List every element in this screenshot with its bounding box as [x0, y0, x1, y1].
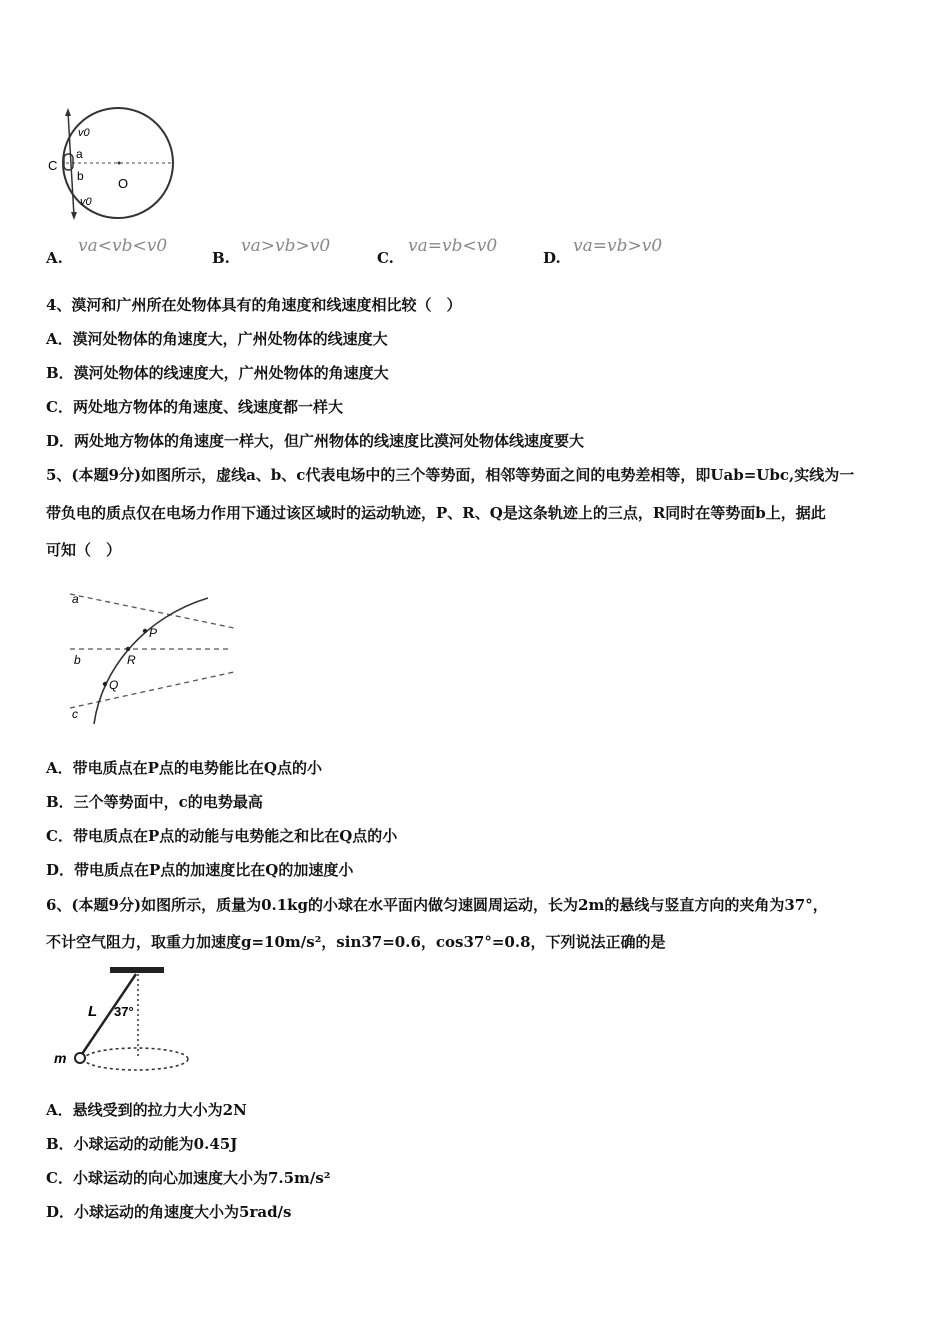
q3-center-dot: [118, 162, 121, 165]
q3-label-v0-bottom: v0: [80, 196, 92, 208]
q5-figure: [68, 586, 240, 728]
q6-orbit: [84, 1048, 188, 1070]
q5-option-d[interactable]: D．带电质点在P点的加速度比在Q的加速度小: [46, 861, 354, 879]
q5-equipotential-c: [70, 672, 234, 708]
q3-figure: [44, 104, 184, 226]
q5-point-R: [126, 647, 130, 651]
q5-stem-line3: 可知（ ）: [46, 541, 122, 559]
q5-label-R: R: [127, 653, 136, 667]
q3-option-d-expr: va=vb>v0: [573, 236, 663, 256]
q5-label-P: P: [149, 626, 158, 640]
q6-label-m: m: [54, 1050, 67, 1066]
q6-label-L: L: [88, 1003, 98, 1020]
q3-label-C: C: [48, 158, 58, 173]
q3-arrow-down: [71, 212, 77, 220]
q5-label-a: a: [72, 592, 79, 606]
q6-option-b[interactable]: B．小球运动的动能为0.45J: [46, 1135, 238, 1153]
q5-stem-line2: 带负电的质点仅在电场力作用下通过该区域时的运动轨迹，P、R、Q是这条轨迹上的三点，R同时在等势面b上，据此: [46, 504, 826, 522]
q3-label-O: O: [118, 176, 129, 191]
q3-label-b: b: [77, 169, 84, 183]
q6-option-a[interactable]: A．悬线受到的拉力大小为2N: [46, 1101, 247, 1119]
q5-label-b: b: [74, 653, 81, 667]
q5-stem-line1: 5、(本题9分)如图所示，虚线a、b、c代表电场中的三个等势面，相邻等势面之间的电势差相等，即Uab=Ubc,实线为一: [46, 466, 855, 484]
q6-figure: [52, 964, 194, 1076]
q5-label-Q: Q: [109, 678, 119, 692]
q5-option-b[interactable]: B．三个等势面中，c的电势最高: [46, 793, 263, 811]
q3-option-d-letter[interactable]: D.: [543, 249, 561, 267]
q5-label-c: c: [72, 707, 78, 721]
q5-option-c[interactable]: C．带电质点在P点的动能与电势能之和比在Q点的小: [46, 827, 398, 845]
q3-label-v0-top: v0: [78, 127, 90, 139]
q3-option-c-expr: va=vb<v0: [408, 236, 498, 256]
q5-equipotential-a: [70, 594, 234, 628]
q6-ball: [75, 1053, 85, 1063]
q6-option-c[interactable]: C．小球运动的向心加速度大小为7.5m/s²: [46, 1169, 331, 1187]
q3-option-c-letter[interactable]: C.: [377, 249, 394, 267]
q6-ceiling: [110, 967, 164, 973]
q6-label-angle: 37°: [114, 1004, 134, 1019]
q3-option-b-letter[interactable]: B.: [212, 249, 230, 267]
q5-trajectory: [94, 598, 208, 724]
q6-stem-line2: 不计空气阻力，取重力加速度g=10m/s²，sin37=0.6，cos37°=0.8，下列说法正确的是: [46, 933, 666, 951]
q3-arrow-up: [65, 108, 71, 116]
q4-option-d[interactable]: D．两处地方物体的角速度一样大，但广州物体的线速度比漠河处物体线速度要大: [46, 432, 585, 450]
q5-point-Q: [103, 682, 107, 686]
q3-option-a-expr: va<vb<v0: [78, 236, 168, 256]
q4-option-a[interactable]: A．漠河处物体的角速度大，广州处物体的线速度大: [46, 330, 388, 348]
q4-option-c[interactable]: C．两处地方物体的角速度、线速度都一样大: [46, 398, 343, 416]
q4-stem: 4、漠河和广州所在处物体具有的角速度和线速度相比较（ ）: [46, 296, 462, 314]
q3-label-a: a: [76, 147, 83, 161]
q6-option-d[interactable]: D．小球运动的角速度大小为5rad/s: [46, 1203, 292, 1221]
q3-option-b-expr: va>vb>v0: [241, 236, 331, 256]
q5-point-P: [143, 629, 147, 633]
q6-stem-line1: 6、(本题9分)如图所示，质量为0.1kg的小球在水平面内做匀速圆周运动，长为2m的悬线与竖直方向的夹角为37°，: [46, 896, 828, 914]
q4-option-b[interactable]: B．漠河处物体的线速度大，广州处物体的角速度大: [46, 364, 389, 382]
q3-option-a-letter[interactable]: A.: [46, 249, 63, 267]
q5-option-a[interactable]: A．带电质点在P点的电势能比在Q点的小: [46, 759, 322, 777]
